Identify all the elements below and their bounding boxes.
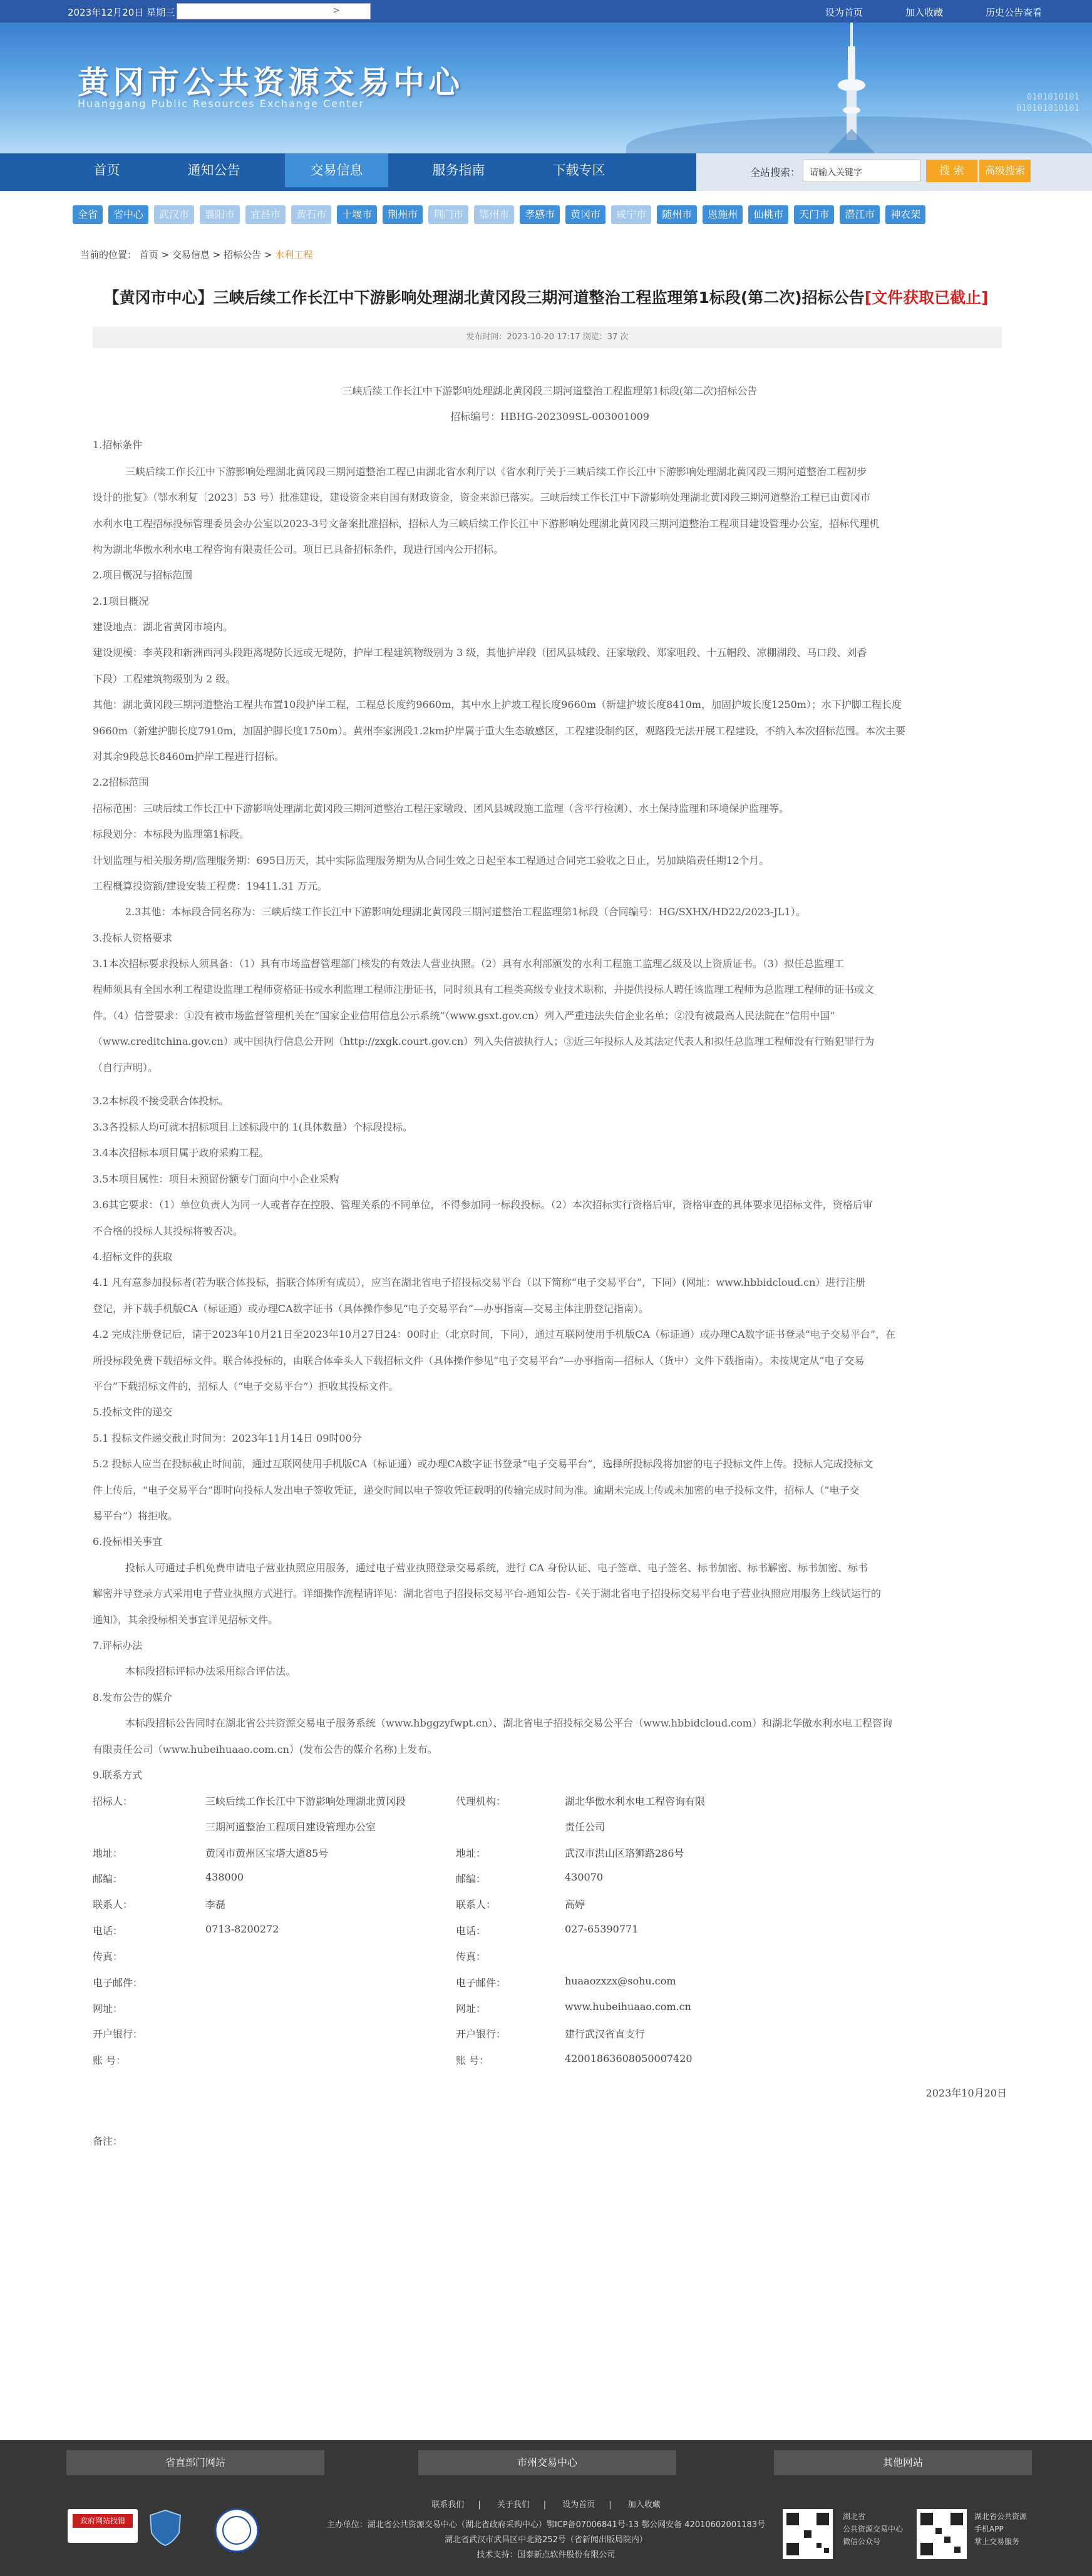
document-line: 平台”下载招标文件的，招标人（“电子交易平台”）拒收其投标文件。 <box>93 1380 399 1392</box>
about-us-link[interactable]: 关于我们 <box>497 2500 530 2510</box>
site-search-input[interactable]: 请输入关键字 <box>803 160 920 182</box>
contact-label: 账 号： <box>456 2055 490 2066</box>
contact-value: 430070 <box>565 1871 604 1883</box>
contact-label: 电话： <box>456 1925 487 1937</box>
document-line: 本标段招标评标办法采用综合评估法。 <box>125 1665 296 1677</box>
contact-row <box>93 1897 1007 1916</box>
city-tab[interactable]: 荆门市 <box>428 205 468 224</box>
document-line: 标段划分：本标段为监理第1标段。 <box>93 828 250 840</box>
top-search-input[interactable] <box>177 3 371 19</box>
document-line: 工程概算投资额/建设安装工程费：19411.31 万元。 <box>93 880 327 892</box>
document-line: 建设地点：湖北省黄冈市境内。 <box>93 621 234 633</box>
search-button[interactable]: 搜 索 <box>926 160 977 182</box>
contact-row <box>93 1949 1007 1968</box>
history-notice-link[interactable]: 历史公告查看 <box>985 7 1042 18</box>
provincial-sites-select[interactable]: 省直部门网站 <box>66 2450 324 2475</box>
site-subtitle: Huanggang Public Resources Exchange Center <box>78 98 364 110</box>
contact-label: 代理机构： <box>456 1795 507 1807</box>
contact-row <box>93 1871 1007 1890</box>
document-line: 3.1本次招标要求投标人须具备：（1）具有市场监督管理部门核发的有效法人营业执照。（2）具有水利部颁发的水利工程施工监理乙级及以上资质证书。（3）拟任总监理工 <box>93 958 844 970</box>
main-nav <box>0 153 1092 191</box>
top-bar <box>0 0 1092 23</box>
wechat-qr-label: 湖北省 公共资源交易中心 微信公众号 <box>843 2512 904 2546</box>
app-qr-label: 湖北省公共资源 手机APP 掌上交易服务 <box>974 2512 1028 2546</box>
document-line: 5.投标文件的递交 <box>93 1406 173 1418</box>
nav-trade-info[interactable]: 交易信息 <box>285 153 388 187</box>
contact-label: 电子邮件： <box>93 1977 143 1989</box>
city-tabs <box>73 205 1024 224</box>
gov-error-badge[interactable]: 政府网站找错 <box>68 2509 138 2543</box>
contact-label: 联系人： <box>456 1899 497 1911</box>
breadcrumb-current: 水利工程 <box>275 249 313 260</box>
contact-row <box>93 1845 1007 1864</box>
city-tab[interactable]: 天门市 <box>794 205 834 224</box>
contact-row <box>93 1975 1007 1994</box>
city-tab[interactable]: 神农架 <box>885 205 925 224</box>
publish-meta: 发布时间：2023-10-20 17:17 浏览：37 次 <box>93 327 1002 348</box>
document-line: 登记，并下载手机版CA（标证通）或办理CA数字证书（具体操作参见“电子交易平台”—办事指南—交易主体注册登记指南）。 <box>93 1303 649 1315</box>
contact-row <box>93 2026 1007 2045</box>
document-line: 水利水电工程招标投标管理委员会办公室以2023-3号文备案批准招标，招标人为三峡后续工作长江中下游影响处理湖北黄冈段三期河道整治工程项目建设管理办公室，招标代理机 <box>93 518 880 530</box>
contact-label: 网址： <box>456 2003 487 2014</box>
contact-label: 招标人： <box>93 1795 133 1807</box>
wechat-qr-code <box>783 2509 833 2559</box>
document-line: 易平台”）将拒收。 <box>93 1510 178 1522</box>
document-line: 9.联系方式 <box>93 1769 143 1781</box>
app-qr-code <box>917 2509 967 2559</box>
city-tab[interactable]: 孝感市 <box>520 205 560 224</box>
document-line: 计划监理与相关服务期/监理服务期：695日历天，其中实际监理服务期为从合同生效之日起至本工程通过合同完工验收之日止，另加缺陷责任期12个月。 <box>93 854 770 866</box>
nav-service-guide[interactable]: 服务指南 <box>432 163 485 178</box>
city-tab[interactable]: 十堰市 <box>337 205 377 224</box>
shield-icon[interactable] <box>148 2509 183 2547</box>
contact-row <box>93 1819 1007 1838</box>
contact-label: 网址： <box>93 2003 123 2014</box>
breadcrumb-tender[interactable]: 招标公告 <box>224 249 262 260</box>
document-line: 投标人可通过手机免费申请电子营业执照应用服务，通过电子营业执照登录交易系统，进行 CA 身份认证、电子签章、电子签名、标书加密、标书解密、标书加密、标书 <box>125 1562 868 1574</box>
contact-us-link[interactable]: 联系我们 <box>431 2500 465 2510</box>
city-tab[interactable]: 恩施州 <box>703 205 743 224</box>
contact-value: 责任公司 <box>565 1821 605 1833</box>
contact-value: 0713-8200272 <box>205 1923 279 1935</box>
document-line: 5.2 投标人应当在投标截止时间前，通过互联网使用手机版CA（标证通）或办理CA数字证书登录“电子交易平台”，选择所投标段将加密的电子投标文件上传。投标人完成投标文 <box>93 1458 873 1470</box>
site-title: 黄冈市公共资源交易中心 <box>78 64 463 101</box>
contact-value: 三峡后续工作长江中下游影响处理湖北黄冈段 <box>205 1795 406 1807</box>
contact-row <box>93 1923 1007 1942</box>
document-line: 2.1项目概况 <box>93 595 149 607</box>
document-line: （自行声明）。 <box>93 1062 158 1074</box>
breadcrumb-home[interactable]: 首页 <box>139 249 158 260</box>
document-line: 3.4本次招标本项目属于政府采购工程。 <box>93 1147 269 1159</box>
banner-digits: 0101010101 010101010101 <box>1016 92 1079 113</box>
set-homepage-footer-link[interactable]: 设为首页 <box>562 2500 595 2510</box>
cert-seal-icon[interactable] <box>214 2508 259 2553</box>
footer-host: 主办单位：湖北省公共资源交易中心（湖北省政府采购中心）鄂ICP备07006841号-13 鄂公网安备 42010602001183号 <box>326 2520 766 2530</box>
city-tab[interactable]: 随州市 <box>657 205 697 224</box>
status-badge: [文件获取已截止] <box>864 289 989 307</box>
document-line: 4.招标文件的获取 <box>93 1251 173 1263</box>
document-line: 9660m（新建护脚长度7910m，加固护脚长度1750m）。黄州李家洲段1.2km护岸属于重大生态敏感区，工程建设制约区，观路段无法开展工程建设，不纳入本次招标范围。本次主要 <box>93 725 905 737</box>
current-date: 2023年12月20日 星期三 <box>68 7 175 18</box>
advanced-search-button[interactable]: 高级搜索 <box>979 160 1031 182</box>
qr-code-icon <box>917 2509 967 2559</box>
contact-row <box>93 2053 1007 2071</box>
document-line: 三峡后续工作长江中下游影响处理湖北黄冈段三期河道整治工程已由湖北省水利厅以《省水利厅关于三峡后续工作长江中下游影响处理湖北黄冈段三期河道整治工程初步 <box>125 466 867 478</box>
city-tab[interactable]: 荆州市 <box>383 205 423 224</box>
contact-value: 027-65390771 <box>565 1923 639 1935</box>
document-line: 4.1 凡有意参加投标者(若为联合体投标，指联合体所有成员），应当在湖北省电子招投标交易平台（以下简称“电子交易平台”，下同）(网址：www.hbbidcloud.cn）进行注册 <box>93 1276 866 1288</box>
tv-tower-icon <box>803 23 903 153</box>
nav-downloads[interactable]: 下载专区 <box>552 163 605 178</box>
city-centers-select[interactable]: 市州交易中心 <box>418 2450 676 2475</box>
city-tab[interactable]: 省中心 <box>108 205 148 224</box>
document-line: 所投标段免费下载招标文件。联合体投标的，由联合体牵头人下载招标文件（具体操作参见“电子交易平台”—办事指南—招标人（货中）文件下载指南）。未按规定从“电子交易 <box>93 1355 865 1367</box>
document-line: 2.2招标范围 <box>93 776 149 788</box>
contact-value: 黄冈市黄州区宝塔大道85号 <box>205 1847 329 1859</box>
contact-label: 开户银行： <box>93 2028 143 2040</box>
footer-address: 湖北省武汉市武昌区中北路252号（省新闻出版局院内） <box>445 2535 647 2545</box>
add-favorite-link[interactable]: 加入收藏 <box>905 7 943 18</box>
contact-value: 李磊 <box>205 1899 226 1911</box>
document-line: 有限责任公司（www.hubeihuaao.com.cn）(发布公告的媒介名称)上发布。 <box>93 1743 438 1755</box>
city-tab[interactable]: 咸宁市 <box>611 205 651 224</box>
add-favorite-footer-link[interactable]: 加入收藏 <box>627 2500 661 2510</box>
footer-links: 联系我们 | 关于我们 | 设为首页 | 加入收藏 <box>431 2500 661 2510</box>
document-line: 3.3各投标人均可就本招标项目上述标段中的 1(具体数量）个标段投标。 <box>93 1121 413 1133</box>
contact-row <box>93 1793 1007 1812</box>
contact-label: 电话： <box>93 1925 123 1937</box>
nav-notices[interactable]: 通知公告 <box>187 163 240 178</box>
qr-code-icon <box>783 2509 833 2559</box>
contact-value: huaaozxzx@sohu.com <box>565 1975 676 1987</box>
footer-tech-support: 技术支持：国泰新点软件股份有限公司 <box>476 2550 616 2560</box>
search-arrow-icon[interactable]: > <box>332 6 340 16</box>
contact-row <box>93 2001 1007 2019</box>
contact-value: 42001863608050007420 <box>565 2053 693 2065</box>
page-title: 【黄冈市中心】三峡后续工作长江中下游影响处理湖北黄冈段三期河道整治工程监理第1标段(第二次)招标公告[文件获取已截止] <box>103 289 989 307</box>
top-links <box>825 6 1042 19</box>
contact-label: 邮编： <box>456 1873 487 1885</box>
contact-value: www.hubeihuaao.com.cn <box>565 2001 691 2013</box>
other-sites-select[interactable]: 其他网站 <box>774 2450 1032 2475</box>
footer <box>0 2440 1092 2576</box>
nav-home[interactable]: 首页 <box>93 163 120 178</box>
document-line: 6.投标相关事宜 <box>93 1536 163 1547</box>
announcement-date: 2023年10月20日 <box>925 2087 1007 2099</box>
document-line: 3.投标人资格要求 <box>93 932 173 944</box>
contact-label: 账 号： <box>93 2055 126 2066</box>
contact-label: 联系人： <box>93 1899 133 1911</box>
document-line: 3.2本标段不接受联合体投标。 <box>93 1095 229 1107</box>
city-tab[interactable]: 全省 <box>73 205 103 224</box>
contact-value: 湖北华傲水利水电工程咨询有限 <box>565 1795 706 1807</box>
document-line: 4.2 完成注册登记后，请于2023年10月21日至2023年10月27日24：00时止（北京时间，下同），通过互联网使用手机版CA（标证通）或办理CA数字证书登录“电子交易平台”，在 <box>93 1328 896 1340</box>
contact-value: 三期河道整治工程项目建设管理办公室 <box>205 1821 376 1833</box>
city-tab[interactable]: 宜昌市 <box>245 205 286 224</box>
document-line: 件。（4）信誉要求：①没有被市场监督管理机关在“国家企业信用信息公示系统”（www.gsxt.gov.cn）列入严重违法失信企业名单；②没有被最高人民法院在“信用中国” <box>93 1010 835 1022</box>
document-line: 解密并导登录方式采用电子营业执照方式进行。详细操作流程请详见：湖北省电子招投标交易平台-通知公告-《关于湖北省电子招投标交易平台电子营业执照应用服务上线试运行的 <box>93 1588 881 1599</box>
contact-label: 传真： <box>93 1951 123 1963</box>
document-line: 2.项目概况与招标范围 <box>93 569 193 581</box>
document-line: 其他：湖北黄冈段三期河道整治工程共布置10段护岸工程，工程总长度约9660m，其中水上护坡工程长度9660m（新建护坡长度8410m，加固护坡长度1250m）；水下护脚工程长度 <box>93 699 902 711</box>
remark-label: 备注： <box>93 2135 123 2147</box>
contact-value: 武汉市洪山区珞狮路286号 <box>565 1847 684 1859</box>
site-search <box>696 153 1092 191</box>
document-line: 招标范围：三峡后续工作长江中下游影响处理湖北黄冈段三期河道整治工程汪家墩段、团风县城段施工监理（含平行检测）、水土保持监理和环境保护监理等。 <box>93 803 790 814</box>
document-line: 2.3其他：本标段合同名称为：三峡后续工作长江中下游影响处理湖北黄冈段三期河道整治工程监理第1标段（合同编号：HG/SXHX/HD22/2023-JL1）。 <box>125 906 806 918</box>
city-tab[interactable]: 武汉市 <box>154 205 194 224</box>
document-line: 下段）工程建筑物级别为 2 级。 <box>93 673 236 685</box>
city-tab[interactable]: 鄂州市 <box>474 205 514 224</box>
contact-label: 地址： <box>456 1847 487 1859</box>
contact-value: 建行武汉省直支行 <box>565 2028 646 2040</box>
document-line: 8.发布公告的媒介 <box>93 1691 173 1703</box>
city-tab[interactable]: 黄石市 <box>291 205 331 224</box>
document-line: 通知》，其余投标相关事宜详见招标文件。 <box>93 1614 279 1626</box>
set-homepage-link[interactable]: 设为首页 <box>825 7 863 18</box>
document-line: （www.creditchina.gov.cn）或中国执行信息公开网（http://zxgk.court.gov.cn）列入失信被执行人；③近三年投标人及其法定代表人和拟任总监理工程师没有行贿犯罪行为 <box>93 1035 875 1047</box>
document-line: 构为湖北华傲水利水电工程咨询有限责任公司。项目已具备招标条件，现进行国内公开招标。 <box>93 543 504 555</box>
contact-label: 地址： <box>93 1847 123 1859</box>
contact-value: 438000 <box>205 1871 244 1883</box>
contact-label: 电子邮件： <box>456 1977 507 1989</box>
document-line: 本标段招标公告同时在湖北省公共资源交易电子服务系统（www.hbggzyfwpt.cn）、湖北省电子招投标交易公平台（www.hbbidcloud.com）和湖北华傲水利水电工程咨询 <box>125 1717 892 1729</box>
document-line: 5.1 投标文件递交截止时间为：2023年11月14日 09时00分 <box>93 1432 362 1444</box>
document-line: 3.5本项目属性：项目未预留份额专门面向中小企业采购 <box>93 1173 339 1185</box>
document-line: 三峡后续工作长江中下游影响处理湖北黄冈段三期河道整治工程监理第1标段(第二次)招标公告 <box>342 385 758 397</box>
city-tab[interactable]: 黄冈市 <box>565 205 605 224</box>
document-line: 件上传后，“电子交易平台”即时向投标人发出电子签收凭证，递交时间以电子签收凭证载明的传输完成时间为准。逾期未完成上传或未加密的电子投标文件，招标人（“电子交 <box>93 1484 860 1496</box>
document-line: 对其余9段总长8460m护岸工程进行招标。 <box>93 751 285 762</box>
breadcrumb: 当前的位置： 首页 > 交易信息 > 招标公告 > 水利工程 <box>80 249 313 260</box>
city-tab[interactable]: 潜江市 <box>840 205 880 224</box>
header-banner <box>0 23 1092 153</box>
contact-label: 开户银行： <box>456 2028 507 2040</box>
site-search-label: 全站搜索： <box>750 167 801 178</box>
document-line: 3.6其它要求：（1）单位负责人为同一人或者存在控股、管理关系的不同单位，不得参加同一标段投标。（2）本次招标实行资格后审，资格审查的具体要求见招标文件，资格后审 <box>93 1199 873 1211</box>
document-line: 建设规模：李英段和新洲西河头段距离堤防长远或无堤防，护岸工程建筑物级别为 3 级，其他护岸段（团风县城段、汪家墩段、郑家咀段、十五帽段、凉棚湖段、马口段、刘香 <box>93 647 867 659</box>
contact-label: 传真： <box>456 1951 487 1963</box>
city-tab[interactable]: 襄阳市 <box>200 205 240 224</box>
breadcrumb-trade[interactable]: 交易信息 <box>172 249 210 260</box>
document-line: 7.评标办法 <box>93 1640 143 1651</box>
contact-label: 邮编： <box>93 1873 123 1885</box>
document-line: 不合格的投标人其投标将被否决。 <box>93 1225 244 1237</box>
city-tab[interactable]: 仙桃市 <box>748 205 788 224</box>
document-line: 设计的批复》（鄂水利复〔2023〕53 号）批准建设，建设资金来自国有财政资金，资金来源已落实。三峡后续工作长江中下游影响处理湖北黄冈段三期河道整治工程已由黄冈市 <box>93 491 871 503</box>
document-line: 程师须具有全国水利工程建设监理工程师资格证书或水利监理工程师注册证书，同时须具有工程类高级专业技术职称，并提供投标人聘任该监理工程师为总监理工程师的证书或文 <box>93 983 875 995</box>
document-line: 招标编号：HBHG-202309SL-003001009 <box>450 411 649 423</box>
contact-value: 高婷 <box>565 1899 585 1911</box>
document-line: 1.招标条件 <box>93 439 143 451</box>
